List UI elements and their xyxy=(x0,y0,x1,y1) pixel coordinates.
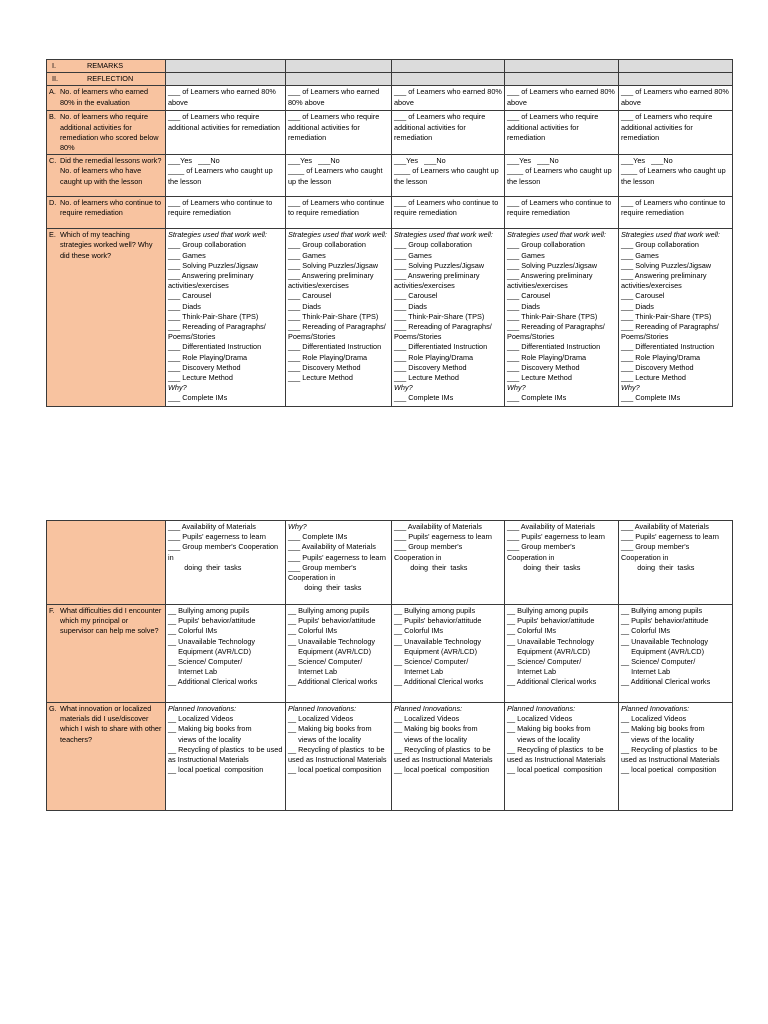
answer-line: ___ Role Playing/Drama xyxy=(288,352,368,362)
answer-line: __ local poetical composition xyxy=(288,765,382,775)
answer-line: __ Science/ Computer/ xyxy=(288,657,363,667)
header-day-cell xyxy=(166,73,286,86)
question-letter: E. xyxy=(49,230,56,240)
answer-line: __ Science/ Computer/ xyxy=(621,657,696,667)
answer-cell xyxy=(286,703,392,811)
answer-line: ___ Differentiated Instruction xyxy=(168,342,262,352)
answer-line: __ Unavailable Technology xyxy=(507,636,595,646)
answer-line: ___ Lecture Method xyxy=(621,373,686,383)
answer-cell xyxy=(619,521,733,605)
answer-line: views of the locality xyxy=(394,734,468,744)
answer-line: ___ Think-Pair-Share (TPS) xyxy=(394,311,485,321)
header-row xyxy=(47,73,733,86)
answer-cell xyxy=(286,605,392,703)
answer-line: ___ Games xyxy=(621,250,659,260)
answer-line: __ Pupils' behavior/attitude xyxy=(621,616,709,626)
answer-line: __ Colorful IMs xyxy=(507,626,557,636)
answer-line: __ Recycling of plastics to be used as Instructional Materials xyxy=(168,744,285,765)
answer-line: ___ Pupils' eagerness to learn xyxy=(507,532,605,542)
answer-line: Why? xyxy=(288,522,307,531)
answer-line: Planned Innovations: xyxy=(621,704,690,713)
answer-cell xyxy=(505,229,619,407)
answer-line: ___ Games xyxy=(168,250,206,260)
answer-line: __ Unavailable Technology xyxy=(288,636,376,646)
answer-line: ___ Group collaboration xyxy=(288,240,366,250)
answer-line: __ Bullying among pupils xyxy=(394,606,476,615)
header-day-cell xyxy=(392,60,505,73)
answer-line: ___ Complete IMs xyxy=(507,393,567,403)
answer-cell xyxy=(392,521,505,605)
answer-line: ___ Solving Puzzles/Jigsaw xyxy=(288,260,379,270)
answer-cell xyxy=(619,86,733,111)
question-letter: D. xyxy=(49,198,57,208)
header-label-cell xyxy=(47,60,166,73)
answer-line: ___ of Learners who earned 80% above xyxy=(168,87,278,107)
answer-cell xyxy=(392,111,505,155)
answer-line: doing their tasks xyxy=(621,562,695,572)
answer-line: ___ Answering preliminary activities/exercises xyxy=(168,271,256,291)
answer-line: ___ Carousel xyxy=(168,291,212,301)
answer-line: ____ of Learners who caught up the lesson xyxy=(507,166,614,186)
answer-line: __ Additional Clerical works xyxy=(394,677,484,687)
answer-line: ___ Role Playing/Drama xyxy=(394,352,474,362)
answer-line: ___Yes ___No xyxy=(621,156,673,166)
answer-line: __ Additional Clerical works xyxy=(288,677,378,687)
question-cell xyxy=(47,605,166,703)
answer-line: ___ Carousel xyxy=(621,291,665,301)
answer-cell xyxy=(166,86,286,111)
answer-line: ___ of Learners who require additional activities for remediation xyxy=(168,112,280,132)
header-numeral: I. xyxy=(52,61,57,70)
header-text: REMARKS xyxy=(87,61,124,70)
question-letter: B. xyxy=(49,112,56,122)
answer-line: ___ Availability of Materials xyxy=(507,522,595,531)
answer-line: ___ Diads xyxy=(507,301,540,311)
answer-line: ___ Role Playing/Drama xyxy=(621,352,701,362)
answer-line: Strategies used that work well: xyxy=(168,230,267,240)
answer-line: ___ of Learners who require additional activities for remediation xyxy=(394,112,488,142)
answer-line: ___ of Learners who continue to require remediation xyxy=(168,198,275,218)
answer-line: ___ Role Playing/Drama xyxy=(168,352,248,362)
answer-line: Equipment (AVR/LCD) xyxy=(621,646,704,656)
answer-line: ___ Differentiated Instruction xyxy=(288,342,382,352)
header-label xyxy=(49,74,163,84)
answer-cell xyxy=(166,229,286,407)
answer-cell xyxy=(619,229,733,407)
answer-cell xyxy=(166,521,286,605)
answer-line: doing their tasks xyxy=(168,562,242,572)
table-row xyxy=(47,86,733,111)
answer-line: ___ Rereading of Paragraphs/ Poems/Stories xyxy=(621,322,721,342)
answer-line: Planned Innovations: xyxy=(394,704,463,713)
answer-line: ___ Answering preliminary activities/exercises xyxy=(507,271,595,291)
answer-line: ___ Diads xyxy=(394,301,427,311)
header-day-cell xyxy=(286,60,392,73)
answer-line: ___Yes ___No xyxy=(168,156,220,166)
answer-line: ___ of Learners who continue to require remediation xyxy=(394,198,501,218)
question-label xyxy=(49,87,163,107)
answer-line: views of the locality xyxy=(507,734,581,744)
answer-line: __ Unavailable Technology xyxy=(394,636,482,646)
table-row xyxy=(47,155,733,197)
question-text: What innovation or localized materials did I use/discover which I wish to share with other teachers? xyxy=(60,704,162,744)
answer-line: Equipment (AVR/LCD) xyxy=(168,646,251,656)
answer-line: doing their tasks xyxy=(394,562,468,572)
answer-line: ___ Availability of Materials xyxy=(621,522,709,531)
answer-line: __ Localized Videos xyxy=(621,714,687,724)
answer-line: ___ Think-Pair-Share (TPS) xyxy=(507,311,598,321)
answer-line: ___ Discovery Method xyxy=(288,362,361,372)
header-row xyxy=(47,60,733,73)
answer-line: Internet Lab xyxy=(394,667,444,677)
question-label xyxy=(49,112,163,153)
header-day-cell xyxy=(392,73,505,86)
answer-line: __ Colorful IMs xyxy=(168,626,218,636)
answer-line: __ Bullying among pupils xyxy=(288,606,370,615)
answer-line: ____ of Learners who caught up the lesson xyxy=(394,166,501,186)
answer-cell xyxy=(286,86,392,111)
answer-line: __ Recycling of plastics to be used as Instructional Materials xyxy=(288,744,387,765)
answer-line: ___ Carousel xyxy=(394,291,438,301)
answer-line: ___ Pupils' eagerness to learn xyxy=(288,552,386,562)
answer-line: ___ Diads xyxy=(168,301,201,311)
answer-line: ___ Group member's Cooperation in xyxy=(394,542,465,562)
answer-cell xyxy=(619,197,733,229)
answer-line: doing their tasks xyxy=(507,562,581,572)
answer-line: ___ of Learners who continue to require remediation xyxy=(288,198,387,218)
answer-cell xyxy=(505,155,619,197)
answer-cell xyxy=(619,111,733,155)
answer-line: ___ Think-Pair-Share (TPS) xyxy=(288,311,379,321)
answer-line: __ Unavailable Technology xyxy=(621,636,709,646)
answer-line: __ Localized Videos xyxy=(288,714,354,724)
answer-line: ___ Group member's Cooperation in xyxy=(621,542,692,562)
answer-line: ___ Group member's Cooperation in xyxy=(507,542,578,562)
answer-line: __ Additional Clerical works xyxy=(507,677,597,687)
question-letter: A. xyxy=(49,87,56,97)
answer-line: Planned Innovations: xyxy=(168,704,237,713)
answer-line: ___ Games xyxy=(507,250,545,260)
answer-line: ___ Complete IMs xyxy=(168,393,228,403)
question-cell xyxy=(47,521,166,605)
answer-line: ___ Complete IMs xyxy=(621,393,681,403)
answer-line: ___ Solving Puzzles/Jigsaw xyxy=(168,260,259,270)
question-text: No. of learners who earned 80% in the evaluation xyxy=(60,87,149,107)
answer-cell xyxy=(166,703,286,811)
answer-line: __ Pupils' behavior/attitude xyxy=(288,616,376,626)
answer-line: __ Science/ Computer/ xyxy=(507,657,582,667)
answer-line: Strategies used that work well: xyxy=(507,230,606,240)
question-cell xyxy=(47,155,166,197)
reflection-table-page-2 xyxy=(46,520,733,811)
answer-cell xyxy=(392,605,505,703)
answer-line: ___ Group collaboration xyxy=(394,240,472,250)
answer-line: Planned Innovations: xyxy=(288,704,357,713)
answer-line: __ Colorful IMs xyxy=(394,626,444,636)
answer-line: Internet Lab xyxy=(288,667,338,677)
answer-line: ____ of Learners who caught up the lesson xyxy=(621,166,728,186)
question-label xyxy=(49,704,163,745)
answer-line: ___ Rereading of Paragraphs/ Poems/Stories xyxy=(394,322,494,342)
reflection-table-page-1 xyxy=(46,59,733,407)
answer-cell xyxy=(619,155,733,197)
question-cell xyxy=(47,111,166,155)
answer-line: ___ Solving Puzzles/Jigsaw xyxy=(394,260,485,270)
answer-line: ___ of Learners who continue to require remediation xyxy=(621,198,728,218)
answer-cell xyxy=(392,197,505,229)
answer-cell xyxy=(392,229,505,407)
answer-line: __ Localized Videos xyxy=(507,714,573,724)
answer-cell xyxy=(286,155,392,197)
answer-line: __ Science/ Computer/ xyxy=(394,657,469,667)
answer-line: ___ of Learners who continue to require remediation xyxy=(507,198,614,218)
header-day-cell xyxy=(505,73,619,86)
answer-line: __ Additional Clerical works xyxy=(168,677,258,687)
answer-line: views of the locality xyxy=(168,734,242,744)
answer-line: __ Making big books from xyxy=(507,724,591,734)
answer-line: ____ of Learners who caught up the lesson xyxy=(288,166,385,186)
answer-line: __ Colorful IMs xyxy=(288,626,338,636)
question-text: No. of learners who continue to require remediation xyxy=(60,198,161,218)
answer-line: __ Bullying among pupils xyxy=(621,606,703,615)
answer-line: views of the locality xyxy=(288,734,362,744)
answer-line: ___ of Learners who require additional activities for remediation xyxy=(621,112,715,142)
answer-line: ___ Group member's Cooperation in xyxy=(168,542,281,562)
answer-line: Equipment (AVR/LCD) xyxy=(394,646,477,656)
answer-line: __ Bullying among pupils xyxy=(168,606,250,615)
answer-line: ___ Complete IMs xyxy=(288,532,348,542)
answer-line: __ Pupils' behavior/attitude xyxy=(168,616,256,626)
answer-line: ___ Discovery Method xyxy=(621,362,694,372)
answer-cell xyxy=(286,521,392,605)
answer-line: Why? xyxy=(507,383,526,393)
answer-line: __ Pupils' behavior/attitude xyxy=(507,616,595,626)
answer-line: ___ Discovery Method xyxy=(507,362,580,372)
answer-line: ___ Think-Pair-Share (TPS) xyxy=(621,311,712,321)
answer-line: ___ Solving Puzzles/Jigsaw xyxy=(621,260,712,270)
table-row xyxy=(47,521,733,605)
answer-line: __ Pupils' behavior/attitude xyxy=(394,616,482,626)
answer-line: Equipment (AVR/LCD) xyxy=(507,646,590,656)
answer-line: __ Colorful IMs xyxy=(621,626,671,636)
answer-line: __ Unavailable Technology xyxy=(168,636,256,646)
answer-line: __ local poetical composition xyxy=(394,765,490,775)
answer-line: __ Making big books from xyxy=(394,724,478,734)
answer-cell xyxy=(286,229,392,407)
answer-line: ___ Carousel xyxy=(507,291,551,301)
header-label-cell xyxy=(47,73,166,86)
answer-line: ___ Think-Pair-Share (TPS) xyxy=(168,311,259,321)
answer-line: __ Recycling of plastics to be used as Instructional Materials xyxy=(621,744,720,765)
answer-cell xyxy=(505,111,619,155)
answer-line: ___ Role Playing/Drama xyxy=(507,352,587,362)
answer-line: ___ of Learners who earned 80% above xyxy=(621,87,731,107)
question-cell xyxy=(47,197,166,229)
question-letter: C. xyxy=(49,156,57,166)
answer-line: ___ of Learners who require additional activities for remediation xyxy=(288,112,382,142)
answer-line: ___ Pupils' eagerness to learn xyxy=(168,532,266,542)
answer-line: __ Recycling of plastics to be used as Instructional Materials xyxy=(507,744,606,765)
answer-line: ___ of Learners who earned 80% above xyxy=(394,87,504,107)
header-numeral: II. xyxy=(52,74,59,84)
answer-line: ___ Lecture Method xyxy=(394,373,459,383)
answer-line: Why? xyxy=(621,383,640,393)
answer-line: ___Yes ___No xyxy=(394,156,446,166)
answer-cell xyxy=(392,155,505,197)
answer-line: ___ Rereading of Paragraphs/ Poems/Stories xyxy=(288,322,388,342)
question-cell xyxy=(47,86,166,111)
answer-cell xyxy=(286,111,392,155)
answer-line: ___ Answering preliminary activities/exercises xyxy=(288,271,376,291)
answer-line: ____ of Learners who caught up the lesson xyxy=(168,166,275,186)
question-label xyxy=(49,606,163,637)
question-text: Which of my teaching strategies worked well? Why did these work? xyxy=(60,230,153,260)
answer-line: __ Additional Clerical works xyxy=(621,677,711,687)
answer-line: ___ of Learners who earned 80% above xyxy=(507,87,617,107)
header-label xyxy=(49,61,163,71)
header-day-cell xyxy=(505,60,619,73)
answer-line: Strategies used that work well: xyxy=(288,230,387,240)
answer-cell xyxy=(166,111,286,155)
answer-line: __ local poetical composition xyxy=(168,765,264,775)
answer-line: ___Yes ___No xyxy=(507,156,559,166)
question-cell xyxy=(47,229,166,407)
answer-line: ___ Answering preliminary activities/exercises xyxy=(621,271,709,291)
answer-cell xyxy=(166,197,286,229)
question-letter: G. xyxy=(49,704,57,713)
answer-line: doing their tasks xyxy=(288,583,362,593)
answer-line: ___ Rereading of Paragraphs/ Poems/Stories xyxy=(168,322,268,342)
answer-line: ___ Group collaboration xyxy=(621,240,699,250)
answer-line: ___ Differentiated Instruction xyxy=(394,342,488,352)
answer-line: ___ Differentiated Instruction xyxy=(621,342,715,352)
answer-line: ___ Discovery Method xyxy=(394,362,467,372)
answer-line: ___ Diads xyxy=(288,301,321,311)
answer-line: __ Making big books from xyxy=(621,724,705,734)
table-row xyxy=(47,197,733,229)
question-cell xyxy=(47,703,166,811)
answer-cell xyxy=(505,605,619,703)
table-row xyxy=(47,703,733,811)
answer-line: ___ Group collaboration xyxy=(507,240,585,250)
answer-line: Strategies used that work well: xyxy=(621,230,720,240)
answer-line: ___ Availability of Materials xyxy=(288,542,376,552)
answer-line: ___ Pupils' eagerness to learn xyxy=(394,532,492,542)
answer-line: ___ Group member's Cooperation in xyxy=(288,562,359,583)
answer-line: ___ of Learners who earned 80% above xyxy=(288,87,382,107)
answer-line: ___ Rereading of Paragraphs/ Poems/Stories xyxy=(507,322,607,342)
answer-line: ___ Availability of Materials xyxy=(394,522,482,531)
answer-line: __ local poetical composition xyxy=(621,765,717,775)
answer-line: Strategies used that work well: xyxy=(394,230,493,240)
answer-line: ___ Discovery Method xyxy=(168,362,241,372)
answer-line: __ Recycling of plastics to be used as Instructional Materials xyxy=(394,744,493,765)
answer-line: __ Making big books from xyxy=(168,724,252,734)
answer-line: Equipment (AVR/LCD) xyxy=(288,646,371,656)
answer-line: ___ Lecture Method xyxy=(168,373,233,383)
question-text: What difficulties did I encounter which my principal or supervisor can help me solve? xyxy=(60,606,162,636)
answer-line: ___ Solving Puzzles/Jigsaw xyxy=(507,260,598,270)
answer-line: Internet Lab xyxy=(621,667,671,677)
table-row xyxy=(47,605,733,703)
answer-line: ___ Pupils' eagerness to learn xyxy=(621,532,719,542)
table-row xyxy=(47,111,733,155)
answer-line: ___ Games xyxy=(288,250,326,260)
header-day-cell xyxy=(619,73,733,86)
header-text: REFLECTION xyxy=(87,74,134,84)
answer-cell xyxy=(505,86,619,111)
answer-line: ___ Lecture Method xyxy=(288,373,353,383)
answer-line: ___ Answering preliminary activities/exercises xyxy=(394,271,482,291)
question-text: Did the remedial lessons work? No. of learners who have caught up with the lesson xyxy=(60,156,162,186)
question-label xyxy=(49,198,163,218)
question-label xyxy=(49,230,163,261)
answer-cell xyxy=(392,703,505,811)
answer-cell xyxy=(166,605,286,703)
answer-line: Internet Lab xyxy=(168,667,218,677)
answer-line: ___ Carousel xyxy=(288,291,332,301)
question-label xyxy=(49,156,163,187)
table-row xyxy=(47,229,733,407)
answer-line: __ Localized Videos xyxy=(168,714,234,724)
answer-line: Planned Innovations: xyxy=(507,704,576,713)
answer-cell xyxy=(505,703,619,811)
answer-cell xyxy=(619,605,733,703)
answer-line: ___ Diads xyxy=(621,301,654,311)
answer-line: __ Bullying among pupils xyxy=(507,606,589,615)
answer-cell xyxy=(619,703,733,811)
answer-line: Internet Lab xyxy=(507,667,557,677)
header-day-cell xyxy=(619,60,733,73)
header-day-cell xyxy=(286,73,392,86)
answer-cell xyxy=(392,86,505,111)
answer-line: ___ Games xyxy=(394,250,432,260)
question-text: No. of learners who require additional activities for remediation who scored below 80% xyxy=(60,112,159,153)
answer-line: Why? xyxy=(168,383,187,393)
answer-line: ___ Group collaboration xyxy=(168,240,246,250)
answer-line: __ Science/ Computer/ xyxy=(168,657,243,667)
answer-cell xyxy=(505,521,619,605)
answer-cell xyxy=(166,155,286,197)
answer-line: __ local poetical composition xyxy=(507,765,603,775)
answer-line: views of the locality xyxy=(621,734,695,744)
answer-line: ___Yes ___No xyxy=(288,156,340,166)
answer-line: ___ of Learners who require additional activities for remediation xyxy=(507,112,601,142)
answer-line: Why? xyxy=(394,383,413,393)
question-letter: F. xyxy=(49,606,55,615)
answer-line: ___ Complete IMs xyxy=(394,393,454,403)
answer-line: ___ Lecture Method xyxy=(507,373,572,383)
answer-line: ___ Availability of Materials xyxy=(168,522,256,531)
answer-line: __ Localized Videos xyxy=(394,714,460,724)
answer-line: __ Making big books from xyxy=(288,724,372,734)
answer-cell xyxy=(505,197,619,229)
header-day-cell xyxy=(166,60,286,73)
answer-cell xyxy=(286,197,392,229)
answer-line: ___ Differentiated Instruction xyxy=(507,342,601,352)
